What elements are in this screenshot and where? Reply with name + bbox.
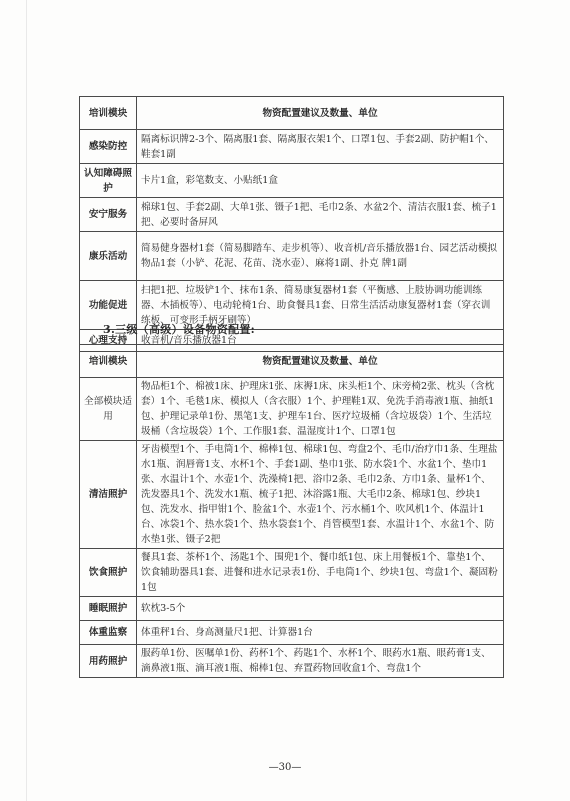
row-module: 认知障碍照护 xyxy=(80,164,137,198)
row-content: 卡片1盒，彩笔数支、小贴纸1盒 xyxy=(137,164,504,198)
table-row xyxy=(80,378,504,441)
table-header-row xyxy=(80,97,504,130)
row-content: 扫把1把、垃圾铲1个、抹布1条、简易康复器材1套（平衡感、上肢协调功能训练器、木插板等）、电动轮椅1台、助食餐具1套、日常生活活动康复器材1套（穿衣训练板、可变形手柄牙刷等） xyxy=(137,281,504,330)
row-module: 功能促进 xyxy=(80,281,137,330)
row-content: 简易健身器材1套（简易脚踏车、走步机等）、收音机/音乐播放器1台、园艺活动模拟物品1套（小铲、花泥、花苗、浇水壶）、麻将1副、扑克 牌1副 xyxy=(137,232,504,281)
table-row xyxy=(80,198,504,232)
row-module: 饮食照护 xyxy=(80,549,137,597)
row-module: 清洁照护 xyxy=(80,441,137,549)
row-content: 牙齿模型1个、手电筒1个、棉棒1包、棉球1包、弯盘2个、毛巾/治疗巾1条、生理盐水1瓶、润唇膏1支、水杯1个、手套1副、垫巾1张、防水袋1个、水盆1个、垫巾1张、水温计1个、水壶1个、洗澡椅1把、浴巾2条、毛巾2条、方巾1条、量杯1个、洗发器具1个、洗发水1瓶、梳子1把、沐浴露1瓶、大毛巾2条、棉球1包、纱块1包、洗发水、指甲钳1个、脸盆1个、水壶1个、污水桶1个、吹风机1个、体温计1台、冰袋1个、热水袋1个、热水袋套1个、肖管模型1套、水温计1个、水盆1个、防水垫1张、镊子2把 xyxy=(137,441,504,549)
table-row xyxy=(80,597,504,621)
row-module: 康乐活动 xyxy=(80,232,137,281)
section-title: 3.三级（高级）设备物资配置: xyxy=(103,323,256,336)
table-row xyxy=(80,549,504,597)
header-content: 物资配置建议及数量、单位 xyxy=(137,345,504,378)
table-row xyxy=(80,441,504,549)
row-module: 睡眠照护 xyxy=(80,597,137,621)
row-module: 用药照护 xyxy=(80,645,137,678)
row-module: 感染防控 xyxy=(80,130,137,164)
equipment-table-level3 xyxy=(79,344,504,678)
row-content: 餐具1套、茶杯1个、汤匙1个、围兜1个、餐巾纸1包、床上用餐板1个、靠垫1个、饮食辅助器具1套、进餐和进水记录表1份、手电筒1个、纱块1包、弯盘1个、凝固粉1包 xyxy=(137,549,504,597)
header-content: 物资配置建议及数量、单位 xyxy=(137,97,504,130)
row-content: 软枕3-5个 xyxy=(137,597,504,621)
table-row xyxy=(80,164,504,198)
row-content: 棉球1包、手套2副、大单1张、镊子1把、毛巾2条、水盆2个、清洁衣服1套、梳子1把、必要时备屏风 xyxy=(137,198,504,232)
row-content: 隔离标识牌2-3个、隔离服1套、隔离服衣架1个、口罩1包、手套2副、防护帽1个、鞋套1副 xyxy=(137,130,504,164)
row-content: 物品柜1个、棉被1床、护理床1张、床褥1床、床头柜1个、床旁椅2张、枕头（含枕套）1个、毛毯1床、模拟人（含衣服）1个、护理鞋1双、免洗手消毒液1瓶、抽纸1包、护理记录单1份、黑笔1支、护理车1台、医疗垃圾桶（含垃圾袋）1个、生活垃圾桶（含垃圾袋）1个、工作服1套、温湿度计1个、口罩1包 xyxy=(137,378,504,441)
table-row xyxy=(80,130,504,164)
page-number: —30— xyxy=(268,762,302,773)
row-module: 心理支持 xyxy=(80,330,137,352)
header-module: 培训模块 xyxy=(80,97,137,130)
row-content: 服药单1份、医嘱单1份、药杯1个、药匙1个、水杯1个、眼药水1瓶、眼药膏1支、滴鼻液1瓶、滴耳液1瓶、棉棒1包、弃置药物回收盒1个、弯盘1个 xyxy=(137,645,504,678)
row-module: 全部模块适用 xyxy=(80,378,137,441)
table-row xyxy=(80,645,504,678)
equipment-table-level2 xyxy=(79,96,504,352)
header-module: 培训模块 xyxy=(80,345,137,378)
row-module: 安宁服务 xyxy=(80,198,137,232)
scan-edge-line xyxy=(26,0,27,801)
row-module: 体重监察 xyxy=(80,621,137,645)
table-row xyxy=(80,232,504,281)
table-row xyxy=(80,621,504,645)
table-header-row xyxy=(80,345,504,378)
row-content: 体重秤1台、身高测量尺1把、计算器1台 xyxy=(137,621,504,645)
row-content: 收音机/音乐播放器1台 xyxy=(137,330,504,352)
